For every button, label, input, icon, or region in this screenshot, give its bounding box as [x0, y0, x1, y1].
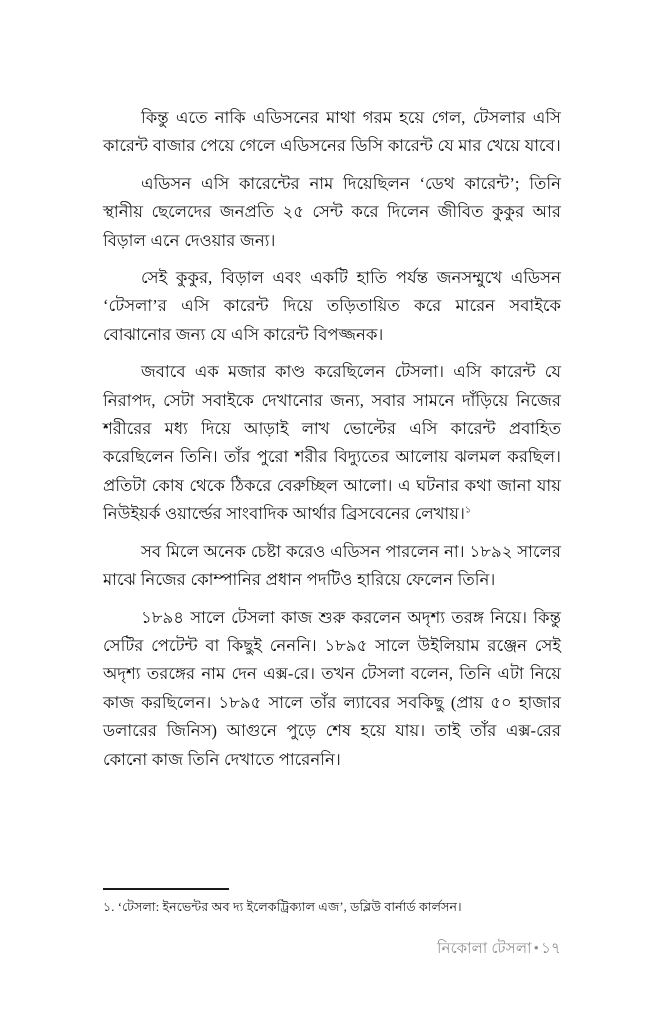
- footnote-reference-marker: ১: [464, 505, 472, 516]
- paragraph: কিন্তু এতে নাকি এডিসনের মাথা গরম হয়ে গেল, টেসলার এসি কারেন্ট বাজার পেয়ে গেলে এডিসনের ডিসি কারেন্ট যে মার খেয়ে যাবে।: [103, 108, 561, 156]
- footnote-separator-rule: [103, 888, 229, 890]
- paragraph: এডিসন এসি কারেন্টের নাম দিয়েছিলন ‘ডেথ কারেন্ট’; তিনি স্থানীয় ছেলেদের জনপ্রতি ২৫ সেন্ট করে দিলেন জীবিত কুকুর আর বিড়াল এনে দেওয়ার জন্য।: [103, 173, 561, 250]
- footer-book-title: নিকোলা টেসলা: [437, 941, 532, 957]
- footer-page-number: ১৭: [541, 941, 561, 957]
- page-footer: [103, 938, 561, 960]
- footnote-text: ১. ‘টেসলা: ইনভেন্টর অব দ্য ইলেকট্রিক্যাল এজ’, ডব্লিউ বার্নার্ড কার্লসন।: [103, 900, 462, 914]
- footnote-area: [103, 888, 561, 917]
- paragraph-with-footnote: [103, 358, 561, 528]
- paragraph: সেই কুকুর, বিড়াল এবং একটি হাতি পর্যন্ত জনসম্মুখে এডিসন ‘টেসলা’র এসি কারেন্ট দিয়ে তড়িতায়িত করে মারেন সবাইকে বোঝানোর জন্য যে এসি কারেন্ট বিপজ্জনক।: [103, 268, 561, 344]
- paragraph: সব মিলে অনেক চেষ্টা করেও এডিসন পারলেন না। ১৮৯২ সালের মাঝে নিজের কোম্পানির প্রধান পদটিও হারিয়ে ফেলেন তিনি।: [103, 541, 561, 590]
- paragraph: ১৮৯৪ সালে টেসলা কাজ শুরু করলেন অদৃশ্য তরঙ্গ নিয়ে। কিন্তু সেটির পেটেন্ট বা কিছুই নেননি। ১৮৯৫ সালে উইলিয়াম রঞ্জেন সেই অদৃশ্য তরঙ্গের নাম দেন এক্স-রে। তখন টেসলা বলেন, তিনি এটা নিয়ে কাজ করছিলেন। ১৮৯৫ সালে তাঁর ল্যাবের সবকিছু (প্রায় ৫০ হাজার ডলারের জিনিস) আগুনে পুড়ে শেষ হয়ে যায়। তাই তাঁর এক্স-রের কোনো কাজ তিনি দেখাতে পারেননি।: [103, 607, 561, 769]
- body-text-block: [103, 104, 561, 774]
- paragraph-text: জবাবে এক মজার কাণ্ড করেছিলেন টেসলা। এসি কারেন্ট যে নিরাপদ, সেটা সবাইকে দেখানোর জন্য, সবার সামনে দাঁড়িয়ে নিজের শরীরের মধ্য দিয়ে আড়াই লাখ ভোল্টের এসি কারেন্ট প্রবাহিত করেছিলেন তিনি। তাঁর পুরো শরীর বিদ্যুতের আলোয় ঝলমল করছিল। প্রতিটা কোষ থেকে ঠিকরে বেরুচ্ছিল আলো। এ ঘটনার কথা জানা যায় নিউইয়র্ক ওয়ার্ল্ডের সাংবাদিক আর্থার ব্রিসবেনের লেখায়।: [103, 362, 561, 524]
- footer-separator-dot: •: [533, 941, 540, 957]
